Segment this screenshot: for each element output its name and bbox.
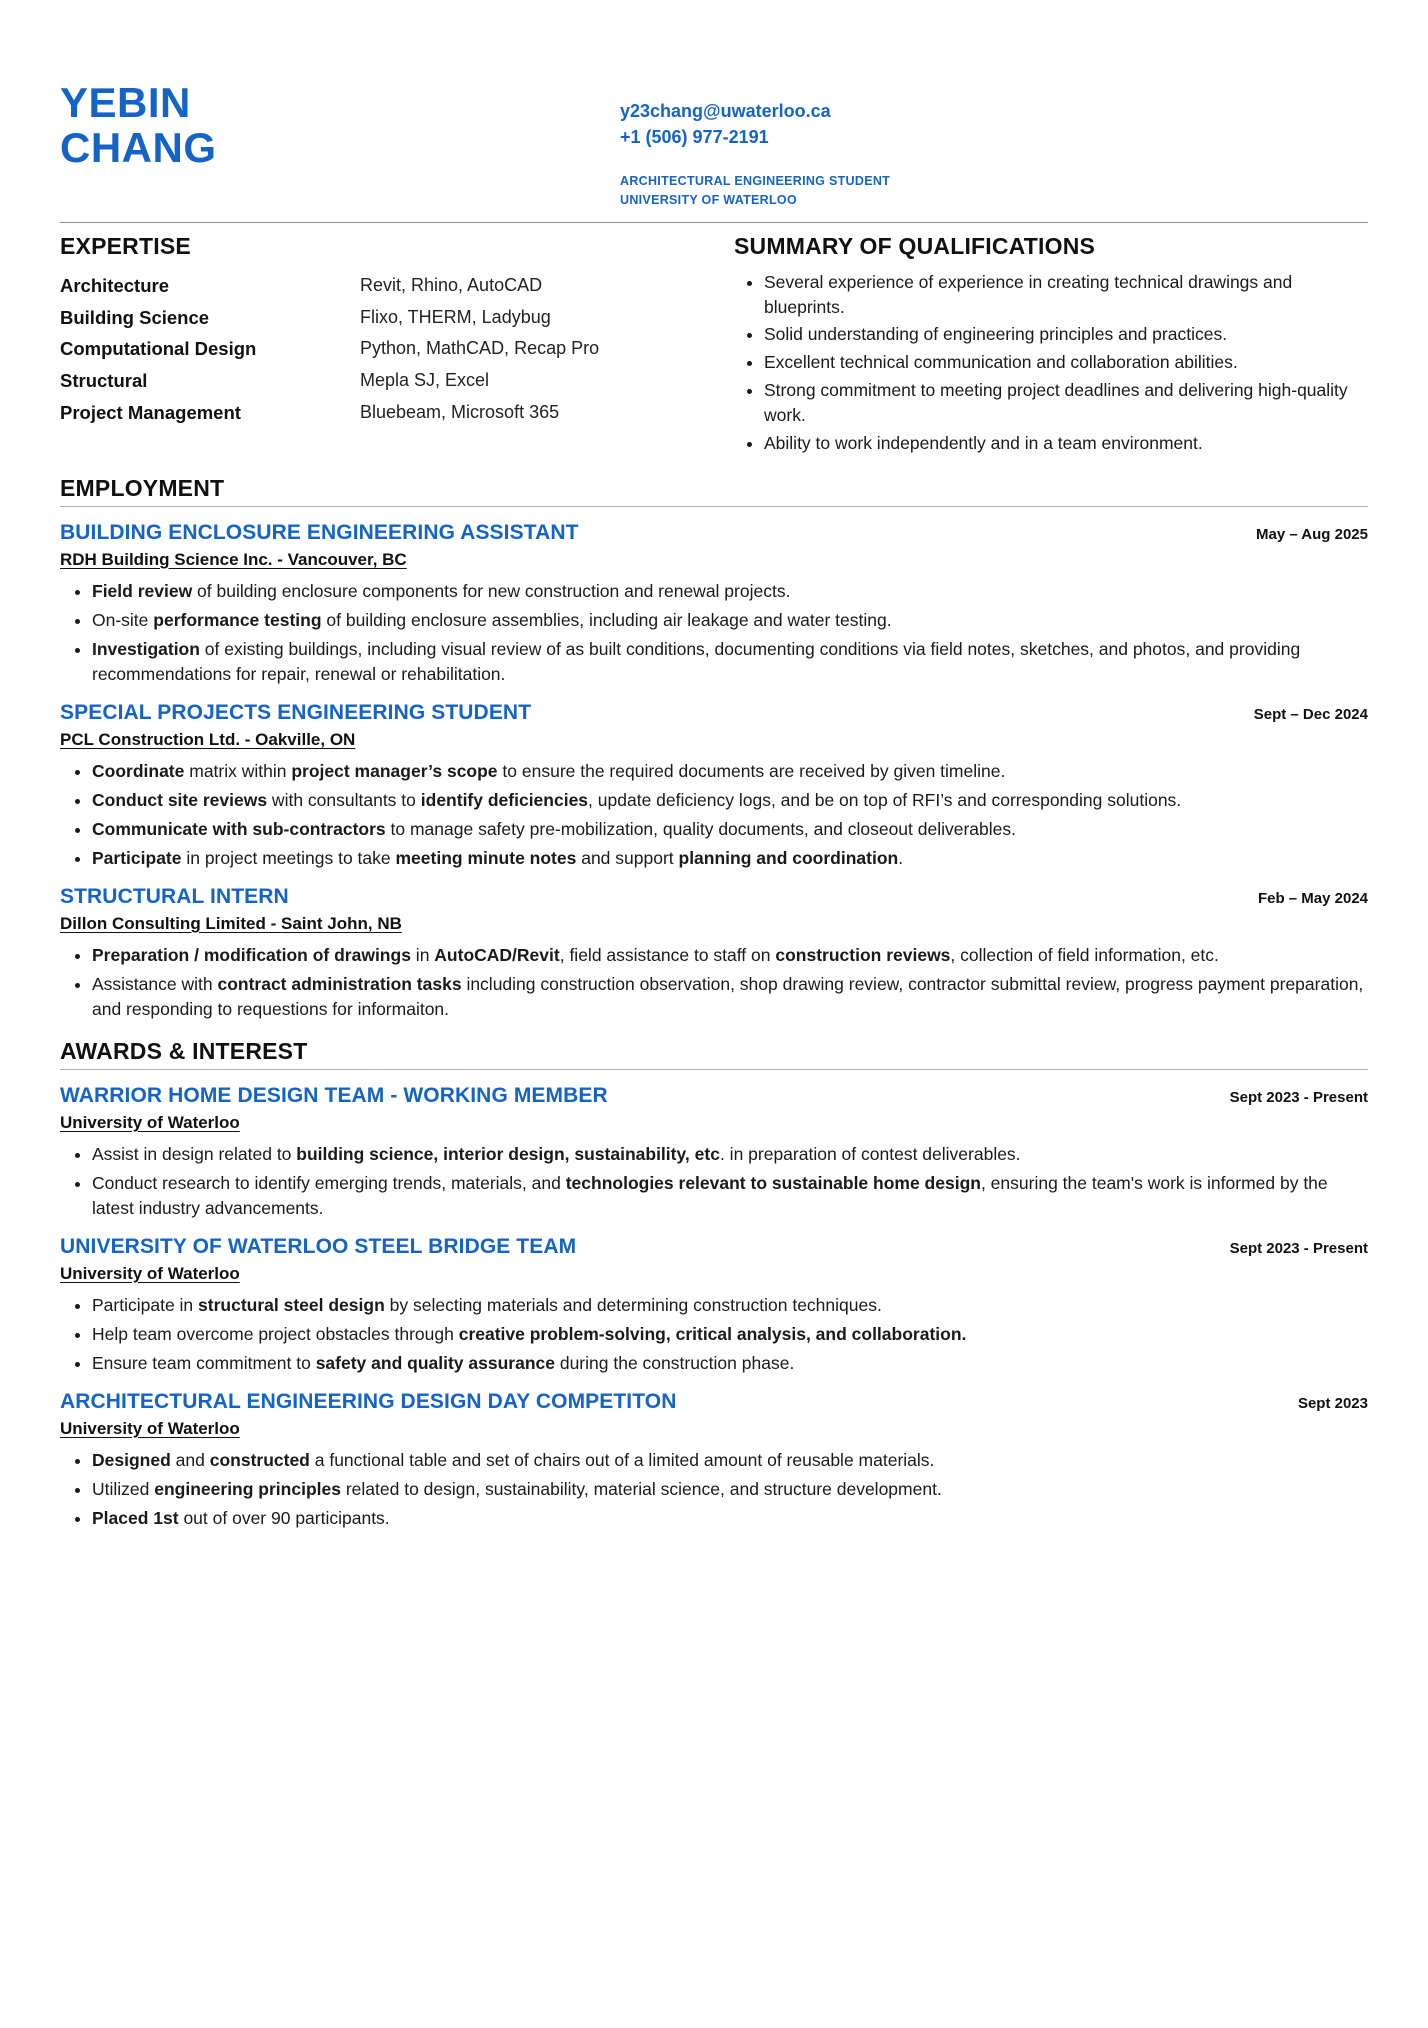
entry-header [60, 885, 1368, 909]
entry-bullet: • On-site performance testing of building enclosure assemblies, including air leakage and water testing. [92, 608, 1368, 633]
entry-bullet: • Assist in design related to building science, interior design, sustainability, etc. in preparation of contest deliverables. [92, 1142, 1368, 1167]
entry-bullet: • Placed 1st out of over 90 participants. [92, 1506, 1368, 1531]
entry-bullet-list [60, 1293, 1368, 1376]
phone-text: +1 (506) 977-2191 [620, 127, 769, 148]
summary-section [720, 223, 1368, 459]
entry-bullet-list [60, 1142, 1368, 1221]
expertise-value: Bluebeam, Microsoft 365 [360, 402, 560, 423]
summary-item: • Excellent technical communication and collaboration abilities. [764, 350, 1368, 375]
entry-bullet: • Utilized engineering principles related to design, sustainability, material science, and structure development. [92, 1477, 1368, 1502]
entry-bullet: • Preparation / modification of drawings in AutoCAD/Revit, field assistance to staff on construction reviews, collection of field information, etc. [92, 943, 1368, 968]
expertise-value: Python, MathCAD, Recap Pro [360, 338, 600, 359]
entry-date: May – Aug 2025 [1256, 525, 1368, 543]
entry-organization: RDH Building Science Inc. - Vancouver, BC [60, 549, 407, 569]
top-columns [60, 223, 1368, 459]
entry-role: WARRIOR HOME DESIGN TEAM - WORKING MEMBER [60, 1083, 608, 1107]
summary-list [734, 270, 1368, 456]
entry-header [60, 1390, 1368, 1414]
employment-section [60, 475, 1368, 1022]
awards-section [60, 1038, 1368, 1531]
entry-header [60, 1235, 1368, 1259]
entry-organization: University of Waterloo [60, 1263, 240, 1283]
first-name: YEBIN [60, 79, 191, 126]
summary-title: SUMMARY OF QUALIFICATIONS [734, 232, 1096, 259]
expertise-value: Flixo, THERM, Ladybug [360, 306, 551, 327]
entry-date: Sept – Dec 2024 [1253, 705, 1368, 723]
entry-role: BUILDING ENCLOSURE ENGINEERING ASSISTANT [60, 520, 579, 544]
entry-organization: University of Waterloo [60, 1112, 240, 1132]
school-text: UNIVERSITY OF WATERLOO [620, 192, 797, 207]
affiliation-block [620, 172, 1040, 210]
summary-item: • Solid understanding of engineering principles and practices. [764, 322, 1368, 347]
expertise-labels [60, 270, 360, 429]
entry-bullet: • Coordinate matrix within project manager’s scope to ensure the required documents are received by given timeline. [92, 759, 1368, 784]
entry-bullet: • Participate in project meetings to take meeting minute notes and support planning and coordination. [92, 846, 1368, 871]
expertise-title: EXPERTISE [60, 232, 191, 259]
entry-bullet-list [60, 943, 1368, 1022]
expertise-grid [60, 270, 702, 429]
last-name: CHANG [60, 124, 217, 172]
entry-header [60, 521, 1368, 545]
program-text: ARCHITECTURAL ENGINEERING STUDENT [620, 174, 891, 189]
entry-bullet-list [60, 1448, 1368, 1531]
expertise-label: Building Science [60, 306, 210, 328]
entry-bullet-list [60, 759, 1368, 871]
email-text[interactable]: y23chang@uwaterloo.ca [620, 101, 831, 121]
entry-bullet: • Communicate with sub-contractors to manage safety pre-mobilization, quality documents, and closeout deliverables. [92, 817, 1368, 842]
employment-entries [60, 521, 1368, 1022]
entry-bullet: • Participate in structural steel design by selecting materials and determining construction techniques. [92, 1293, 1368, 1318]
resume-entry [60, 885, 1368, 1022]
entry-role: SPECIAL PROJECTS ENGINEERING STUDENT [60, 700, 532, 724]
expertise-label: Architecture [60, 274, 169, 296]
resume-header [60, 80, 1368, 222]
entry-organization: University of Waterloo [60, 1418, 240, 1438]
entry-role: UNIVERSITY OF WATERLOO STEEL BRIDGE TEAM [60, 1234, 577, 1258]
expertise-label: Computational Design [60, 338, 257, 360]
resume-entry [60, 521, 1368, 687]
entry-bullet: • Help team overcome project obstacles through creative problem-solving, critical analysis, and collaboration. [92, 1322, 1368, 1347]
awards-divider [60, 1069, 1368, 1070]
entry-bullet: • Conduct research to identify emerging trends, materials, and technologies relevant to sustainable home design, ensuring the team's work is informed by the latest industry advancements. [92, 1171, 1368, 1221]
candidate-name [60, 80, 620, 171]
entry-bullet: • Investigation of existing buildings, including visual review of as built conditions, documenting conditions via field notes, sketches, and photos, and providing recommendations for repair, renewal or rehabilitation. [92, 637, 1368, 687]
summary-item: • Several experience of experience in creating technical drawings and blueprints. [764, 270, 1368, 320]
resume-entry [60, 1084, 1368, 1221]
expertise-label: Structural [60, 370, 148, 392]
expertise-values [360, 270, 702, 429]
entry-organization: PCL Construction Ltd. - Oakville, ON [60, 729, 356, 749]
entry-bullet: • Designed and constructed a functional table and set of chairs out of a limited amount of reusable materials. [92, 1448, 1368, 1473]
entry-role: STRUCTURAL INTERN [60, 884, 289, 908]
expertise-label: Project Management [60, 401, 241, 423]
expertise-value: Mepla SJ, Excel [360, 370, 490, 391]
entry-role: ARCHITECTURAL ENGINEERING DESIGN DAY COMPETITON [60, 1389, 677, 1413]
entry-bullet: • Assistance with contract administration tasks including construction observation, shop drawing review, contractor submittal review, progress payment preparation, and responding to requestions for informaiton. [92, 972, 1368, 1022]
employment-title: EMPLOYMENT [60, 474, 225, 501]
entry-header [60, 701, 1368, 725]
awards-entries [60, 1084, 1368, 1531]
entry-bullet: • Ensure team commitment to safety and quality assurance during the construction phase. [92, 1351, 1368, 1376]
entry-bullet: • Conduct site reviews with consultants to identify deficiencies, update deficiency logs, and be on top of RFI’s and corresponding solutions. [92, 788, 1368, 813]
entry-date: Feb – May 2024 [1257, 889, 1368, 907]
resume-entry [60, 1390, 1368, 1531]
entry-bullet-list [60, 579, 1368, 687]
awards-title: AWARDS & INTEREST [60, 1037, 308, 1064]
entry-date: Sept 2023 - Present [1229, 1239, 1368, 1257]
employment-divider [60, 506, 1368, 507]
entry-date: Sept 2023 [1297, 1394, 1368, 1412]
expertise-value: Revit, Rhino, AutoCAD [360, 274, 543, 295]
contact-block [620, 80, 1040, 210]
entry-bullet: • Field review of building enclosure components for new construction and renewal projects. [92, 579, 1368, 604]
entry-header [60, 1084, 1368, 1108]
entry-date: Sept 2023 - Present [1229, 1088, 1368, 1106]
resume-entry [60, 1235, 1368, 1376]
entry-organization: Dillon Consulting Limited - Saint John, NB [60, 913, 402, 933]
resume-entry [60, 701, 1368, 871]
summary-item: • Ability to work independently and in a team environment. [764, 431, 1368, 456]
expertise-section [60, 223, 720, 429]
summary-item: • Strong commitment to meeting project deadlines and delivering high-quality work. [764, 378, 1368, 428]
